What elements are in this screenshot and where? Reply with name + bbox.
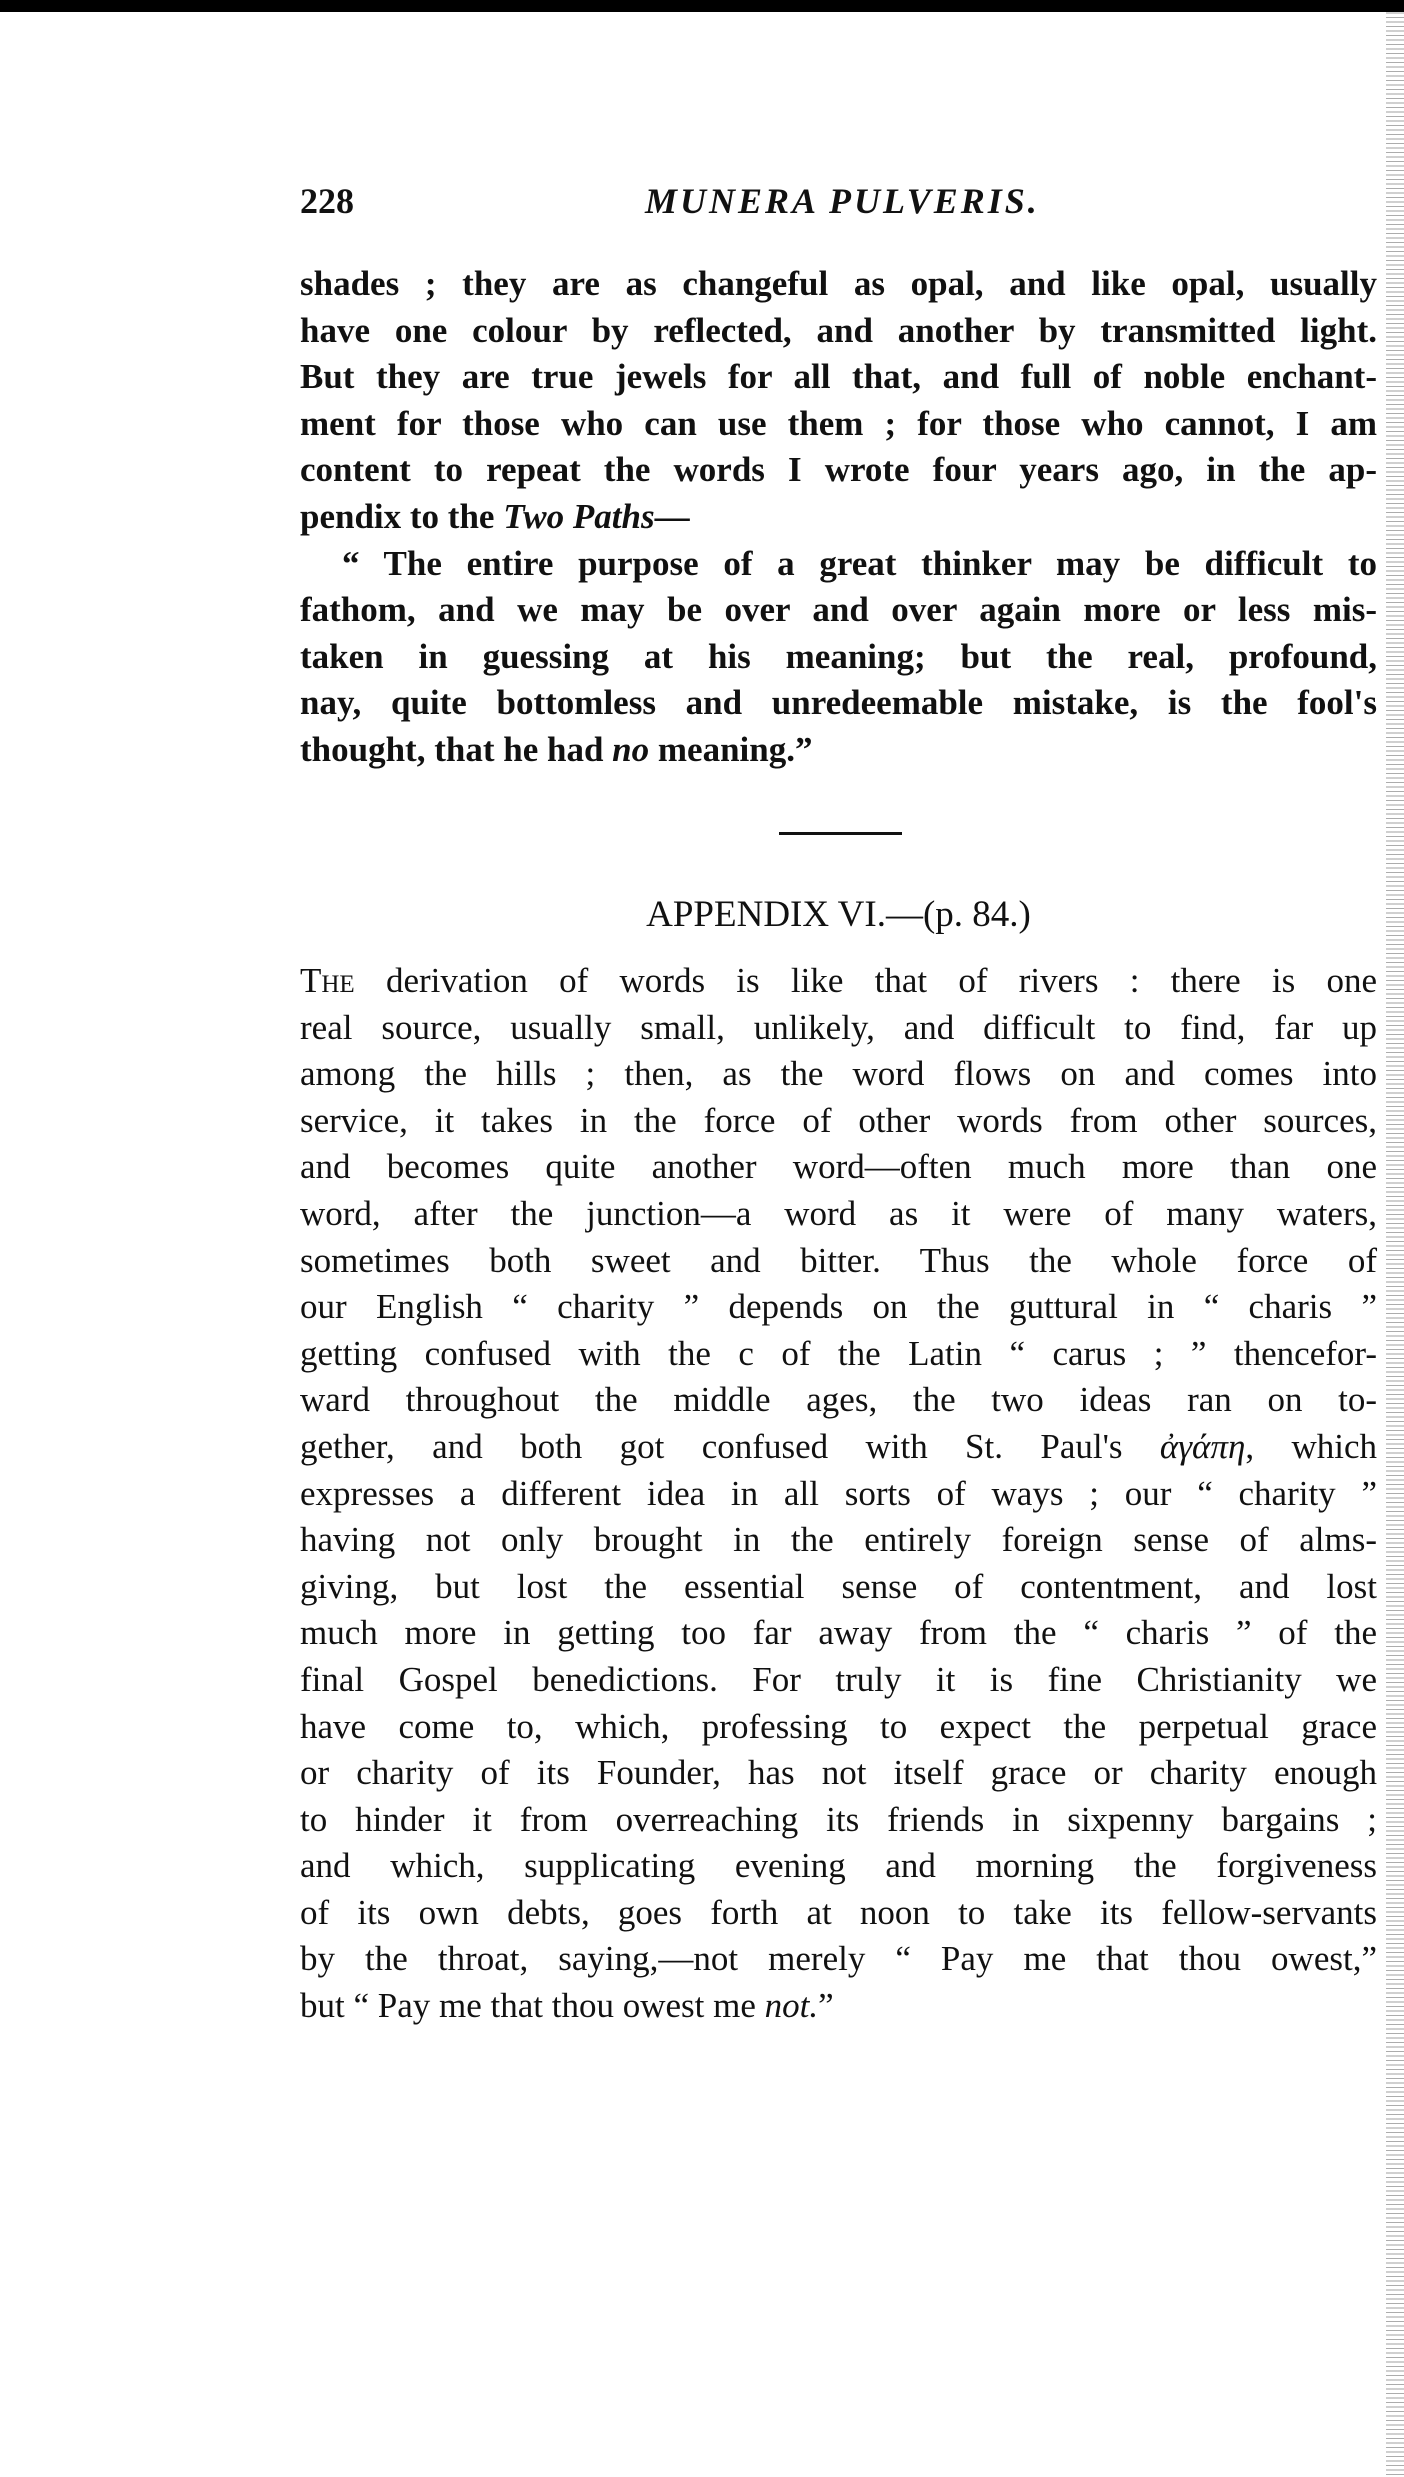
text-line <box>300 634 1377 681</box>
text-segment: word, after the junction—a word as it were of many waters, <box>300 1193 1377 1233</box>
text-line <box>300 1704 1377 1751</box>
text-line <box>300 1424 1377 1471</box>
text-line <box>300 1284 1377 1331</box>
appendix-title: APPENDIX VI.—(p. 84.) <box>646 894 1031 935</box>
text-segment: real source, usually small, unlikely, and difficult to find, far up <box>300 1007 1377 1047</box>
text-line <box>300 1750 1377 1797</box>
text-segment: meaning.” <box>649 729 813 769</box>
text-line <box>300 727 1377 774</box>
text-line <box>300 1005 1377 1052</box>
text-segment: much more in getting too far away from the “ charis ” of the <box>300 1613 1377 1653</box>
text-line <box>300 1098 1377 1145</box>
text-line <box>300 261 1377 308</box>
text-segment: ward throughout the middle ages, the two ideas ran on to- <box>300 1380 1377 1420</box>
text-segment: thought, that he had <box>300 729 613 769</box>
text-segment: and which, supplicating evening and morning the forgiveness <box>300 1846 1377 1886</box>
text-line <box>300 1051 1377 1098</box>
text-segment: taken in guessing at his meaning; but the real, profound, <box>300 636 1377 676</box>
text-segment: “ The entire purpose of a great thinker may be difficult to <box>342 543 1377 583</box>
page-header <box>300 180 1377 226</box>
text-segment: , which <box>1245 1426 1377 1466</box>
text-line <box>300 494 1377 541</box>
italic-text: no <box>612 729 650 769</box>
text-segment: or charity of its Founder, has not itself grace or charity enough <box>300 1753 1377 1793</box>
italic-text: not. <box>764 1986 819 2026</box>
text-line <box>300 1191 1377 1238</box>
text-segment: ” <box>818 1986 834 2026</box>
scan-top-border <box>0 0 1404 12</box>
italic-text: ἀγάπη <box>1159 1426 1246 1466</box>
scan-page-edge <box>1386 12 1404 2477</box>
small-caps-text: The <box>300 961 355 1000</box>
text-segment: service, it takes in the force of other words from other sources, <box>300 1100 1377 1140</box>
text-segment: But they are true jewels for all that, and full of noble enchant- <box>300 357 1377 397</box>
text-line <box>300 401 1377 448</box>
text-segment: nay, quite bottomless and unredeemable mistake, is the fool's <box>300 683 1377 723</box>
text-line <box>300 958 1377 1005</box>
text-line <box>300 1610 1377 1657</box>
running-title: MUNERA PULVERIS. <box>645 181 1040 221</box>
section-continuation <box>300 261 1377 774</box>
text-line <box>300 1843 1377 1890</box>
text-segment: but “ Pay me that thou owest me <box>300 1986 765 2026</box>
text-segment: derivation of words is like that of rivers : there is one <box>354 961 1377 1000</box>
text-line <box>300 1890 1377 1937</box>
text-segment: expresses a different idea in all sorts of ways ; our “ charity ” <box>300 1473 1377 1513</box>
text-line <box>300 1144 1377 1191</box>
text-segment: fathom, and we may be over and over again more or less mis- <box>300 590 1377 630</box>
text-segment: to hinder it from overreaching its friends in sixpenny bargains ; <box>300 1799 1377 1839</box>
text-line <box>300 1936 1377 1983</box>
text-segment: and becomes quite another word—often much more than one <box>300 1147 1377 1187</box>
text-segment: among the hills ; then, as the word flows on and comes into <box>300 1054 1377 1094</box>
text-line <box>300 1331 1377 1378</box>
section-divider-rule <box>779 832 902 835</box>
text-segment: final Gospel benedictions. For truly it is fine Christianity we <box>300 1659 1377 1699</box>
text-segment: by the throat, saying,—not merely “ Pay me that thou owest,” <box>300 1939 1377 1979</box>
text-line <box>300 1471 1377 1518</box>
text-line <box>300 1377 1377 1424</box>
page-number: 228 <box>300 181 354 221</box>
text-line <box>300 541 1377 588</box>
text-segment: having not only brought in the entirely foreign sense of alms- <box>300 1520 1377 1560</box>
text-line <box>300 1983 1377 2030</box>
text-line <box>300 354 1377 401</box>
text-line <box>300 1517 1377 1564</box>
text-line <box>300 447 1377 494</box>
text-segment: getting confused with the c of the Latin “ carus ; ” thencefor- <box>300 1333 1377 1373</box>
text-segment: ment for those who can use them ; for those who cannot, I am <box>300 403 1377 443</box>
text-segment: sometimes both sweet and bitter. Thus the whole force of <box>300 1240 1377 1280</box>
text-line <box>300 1564 1377 1611</box>
text-segment: — <box>654 496 690 536</box>
appendix-body <box>300 958 1377 2030</box>
text-segment: have one colour by reflected, and another by transmitted light. <box>300 310 1377 350</box>
text-segment: of its own debts, goes forth at noon to take its fellow-servants <box>300 1892 1377 1932</box>
italic-text: Two Paths <box>503 496 655 536</box>
text-line <box>300 308 1377 355</box>
text-line <box>300 1657 1377 1704</box>
text-line <box>300 1797 1377 1844</box>
text-segment: have come to, which, professing to expect the perpetual grace <box>300 1706 1377 1746</box>
text-segment: content to repeat the words I wrote four years ago, in the ap- <box>300 450 1377 490</box>
text-line <box>300 587 1377 634</box>
text-segment: gether, and both got confused with St. Paul's <box>300 1426 1160 1466</box>
text-line <box>300 680 1377 727</box>
text-segment: giving, but lost the essential sense of contentment, and lost <box>300 1566 1377 1606</box>
text-segment: our English “ charity ” depends on the guttural in “ charis ” <box>300 1287 1377 1327</box>
text-segment: shades ; they are as changeful as opal, and like opal, usually <box>300 264 1377 303</box>
text-line <box>300 1238 1377 1285</box>
text-segment: pendix to the <box>300 496 504 536</box>
